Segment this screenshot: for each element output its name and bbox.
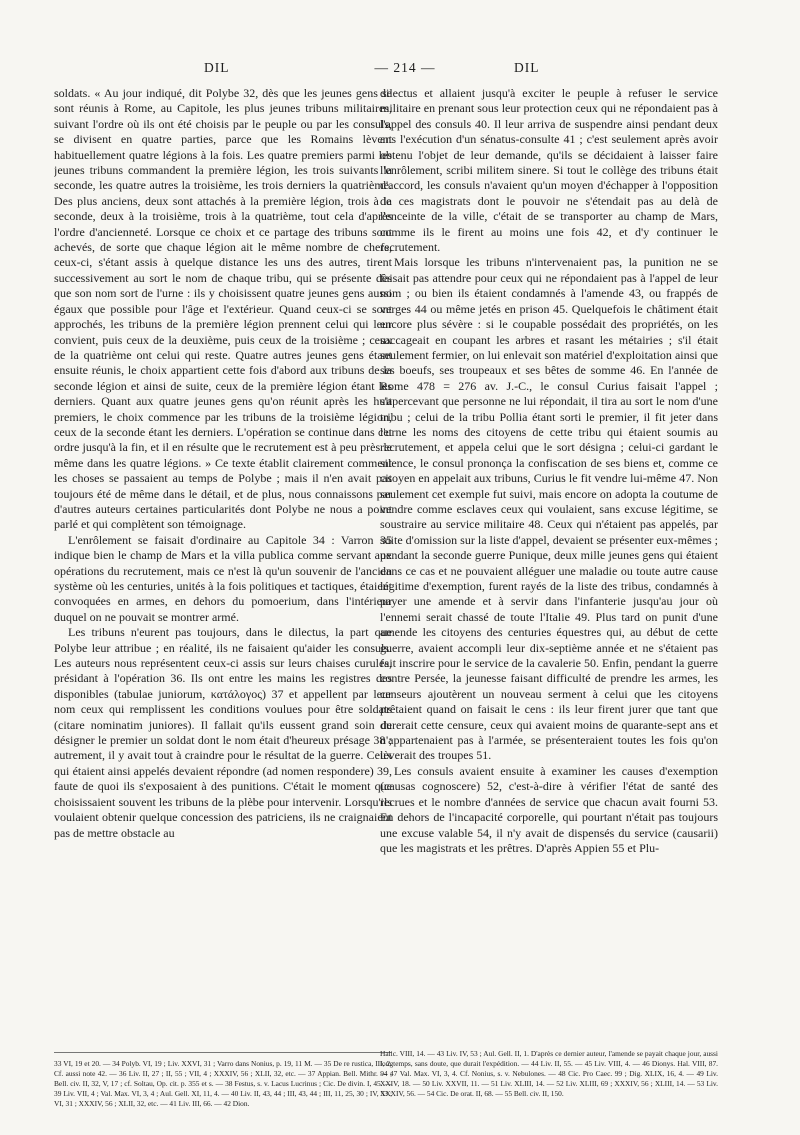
footnotes-right: Halic. VIII, 14. — 43 Liv. IV, 53 ; Aul. Gell. II, 1. D'après ce dernier auteur, l'amende se payait chaque jour, aussi longtemps, sans doute, que durait l'expédition. — 44 Liv. II, 55. — 45 Liv. VIII, 4. — 46 Dionys. Hal. VIII, 87. — 47 Val. Max. VI, 3, 4. Cf. Nonius, s. v. Nebulones. — 48 Cic. Pro Caec. 99 ; Dig. XLIX, 16, 4. — 49 Liv. XXIV, 18. — 50 Liv. XXVII, 11. — 51 Liv. XLIII, 14. — 52 Liv. XLIII, 69 ; XXXIV, 56 ; XLIII, 14. — 53 Liv. XXXIV, 56. — 54 Cic. De orat. II, 68. — 55 Bell. civ. II, 150. <box>380 1049 718 1098</box>
paragraph: Les tribuns n'eurent pas toujours, dans le dilectus, la part que Polybe leur attribue ; en réalité, ils ne faisaient qu'aider les consuls. Les auteurs nous représentent ceux-ci assis sur leurs chaises curules, présidant à l'opération 36. Ils ont entre les mains les registres des disponibles (tabulae juniorum, κατάλογος) 37 et appellent par leur nom ceux qui remplissent les conditions voulues pour être soldats (citare nominatim juniores). Il fallait qu'ils eussent grand soin de désigner le premier un soldat dont le nom était d'heureux présage 38 ; autrement, il y avait tout à craindre pour le résultat de la guerre. Ceux qui étaient ainsi appelés devaient répondre (ad nomen respondere) 39, faute de quoi ils s'exposaient à des punitions. C'était le moment que choisissaient souvent les tribuns de la plèbe pour intervenir. Lorsqu'ils voulaient obtenir quelque concession des patriciens, ils ne craignaient pas de mettre obstacle au <box>54 625 392 840</box>
paragraph: dilectus et allaient jusqu'à exciter le peuple à refuser le service militaire en prenant sous leur protection ceux qui ne répondaient pas à l'appel des consuls 40. Il leur arriva de suspendre ainsi pendant deux ans l'exécution d'un sénatus-consulte 41 ; c'est seulement après avoir obtenu l'objet de leur demande, qu'ils se décidaient à laisser faire l'enrôlement, scribi militem sinere. Si tout le collège des tribuns était d'accord, les consuls n'avaient qu'un moyen d'échapper à l'opposition de ces magistrats dont le pouvoir ne s'étendait pas au delà de l'enceinte de la ville, c'était de se transporter au champ de Mars, comme ils le firent au moins une fois 42, et d'y continuer le recrutement. <box>380 86 718 255</box>
header-left: DIL <box>204 60 230 75</box>
running-header <box>54 60 756 82</box>
paragraph: soldats. « Au jour indiqué, dit Polybe 32, dès que les jeunes gens se sont réunis à Rome, au Capitole, les plus jeunes tribuns militaires, suivant l'ordre où ils ont été choisis par le peuple ou par les consuls, se divisent en quatre parties, parce que les Romains lèvent habituellement quatre légions à la fois. Les quatre premiers parmi les jeunes tribuns commandent la première légion, les trois suivants la seconde, les quatre autres la troisième, les trois derniers la quatrième. Des plus anciens, deux sont attachés à la première légion, trois à la seconde, deux à la troisième, trois à la quatrième, tout cela d'après l'ordre d'ancienneté. Lorsque ce choix et ce partage des tribuns sont achevés, de sorte que chaque légion ait le même nombre de chefs, ceux-ci, s'étant assis à quelque distance les uns des autres, tirent successivement au sort le nom de chaque tribu, qui se présente dès que son nom sort de l'urne : ils y choisissent quatre jeunes gens aussi égaux que possible pour l'âge et l'extérieur. Quand ceux-ci se sont approchés, les tribuns de la première légion prennent celui qui leur convient, puis ceux de la deuxième, puis ceux de la troisième ; ceux de la quatrième ont celui qui reste. Quatre autres jeunes gens étant ensuite réunis, le choix appartient cette fois d'abord aux tribuns de la seconde légion et ainsi de suite, ceux de la première légion étant les derniers. Quant aux quatre jeunes gens qu'on réunit après les huit premiers, le choix commence par les tribuns de la troisième légion, ceux de la seconde étant les derniers. L'opération se continue dans cet ordre jusqu'à la fin, et il en résulte que le recrutement est à peu près le même dans les quatre légions. » Ce texte établit clairement comment les choses se passaient au temps de Polybe ; mais il n'en avait pas toujours été de même dans le détail, et de plus, nous connaissons par d'autres auteurs certaines particularités dont Polybe ne nous a point parlé et qui complètent son témoignage. <box>54 86 392 532</box>
paragraph: Mais lorsque les tribuns n'intervenaient pas, la punition ne se faisait pas attendre pour ceux qui ne répondaient pas à l'appel de leur nom ; ou bien ils étaient condamnés à l'amende 43, ou frappés de verges 44 ou même jetés en prison 45. Quelquefois le châtiment était encore plus sévère : si le coupable possédait des propriétés, on les saccageait en coupant les arbres et rasant les métairies ; s'il était seulement fermier, on lui enlevait son matériel d'exploitation ainsi que ses boeufs, ses troupeaux et ses bêtes de somme 46. En l'année de Rome 478 = 276 av. J.-C., le consul Curius faisait l'appel ; s'apercevant que personne ne lui répondait, il tira au sort le nom d'une tribu ; celui de la tribu Pollia étant sorti le premier, il fit jeter dans l'urne les noms des citoyens de cette tribu qui étaient soumis au recrutement, et appela celui que le sort désigna ; celui-ci gardant le silence, le consul prononça la confiscation de ses biens et, comme ce citoyen en appelait aux tribuns, Curius le fit vendre lui-même 47. Non seulement cet exemple fut suivi, mais encore on adopta la coutume de vendre comme esclaves ceux qui voulaient, sans excuse légitime, se soustraire au service militaire 48. Ceux qui n'étaient pas appelés, par suite d'omission sur la liste d'appel, devaient se présenter eux-mêmes ; pendant la seconde guerre Punique, deux mille jeunes gens qui étaient dans ce cas et ne pouvaient alléguer une maladie ou toute autre cause légitime d'exemption, furent rayés de la liste des tribus, condamnés à payer une amende et à servir dans l'infanterie jusqu'au jour où l'ennemi serait chassé de toute l'Italie 49. Plus tard on punit d'une amende les citoyens des centuries équestres qui, au début de cette guerre, avaient accompli leur dix-septième année et ne s'étaient pas fait inscrire pour le service de la cavalerie 50. Enfin, pendant la guerre contre Persée, la jeunesse faisant difficulté de prendre les armes, les censeurs ajoutèrent un nouveau serment à celui que les citoyens prêtaient quand on faisait le cens : ils leur firent jurer que tant que durerait cette censure, ceux qui avaient moins de quarante-sept ans et n'appartenaient pas à l'armée, se présenteraient toutes les fois qu'on lèverait des troupes 51. <box>380 255 718 763</box>
right-column <box>380 86 718 1046</box>
page-number: — 214 — <box>374 60 436 75</box>
paragraph: Les consuls avaient ensuite à examiner les causes d'exemption (causas cognoscere) 52, c'est-à-dire à vérifier l'état de santé des recrues et le nombre d'années de service que chacun avait fourni 53. En dehors de l'incapacité corporelle, qui pourtant n'était pas toujours une excuse valable 54, il n'y avait de dispensés du service (causarii) que les magistrats et les prêtres. D'après Appien 55 et Plu- <box>380 763 718 855</box>
left-column <box>54 86 392 1046</box>
paragraph: L'enrôlement se faisait d'ordinaire au Capitole 34 : Varron 35 indique bien le champ de Mars et la villa publica comme servant aux opérations du recrutement, mais ce n'est là qu'un souvenir de l'ancien système où les centuries, unités à la fois politiques et tactiques, étaient convoquées en armes, en dehors du pomoerium, dans l'intérieur duquel on ne pouvait se montrer armé. <box>54 532 392 624</box>
header-right: DIL <box>514 60 540 75</box>
footnotes-left: 33 VI, 19 et 20. — 34 Polyb. VI, 19 ; Liv. XXVI, 31 ; Varro dans Nonius, p. 19, 11 M. — 35 De re rustica, III, 2. Cf. aussi note 42. — 36 Liv. II, 27 ; II, 55 ; VII, 4 ; XXXIV, 56 ; XLII, 32, etc. — 37 Appian. Bell. Mithr. 94 ; Bell. civ. II, 32, V, 17 ; cf. Soltau, Op. cit. p. 355 et s. — 38 Festus, s. v. Lacus Lucrinus ; Cic. De divin. I, 45. — 39 Liv. VII, 4 ; Val. Max. VI, 3, 4 ; Aul. Gell. XI, 11, 4. — 40 Liv. II, 43, 44 ; III, 43, 44 ; III, 11, 25, 30 ; IV, 53 ; VI, 31 ; XXXIV, 56 ; XLII, 32, etc. — 41 Liv. III, 66. — 42 Dion. <box>54 1052 392 1119</box>
